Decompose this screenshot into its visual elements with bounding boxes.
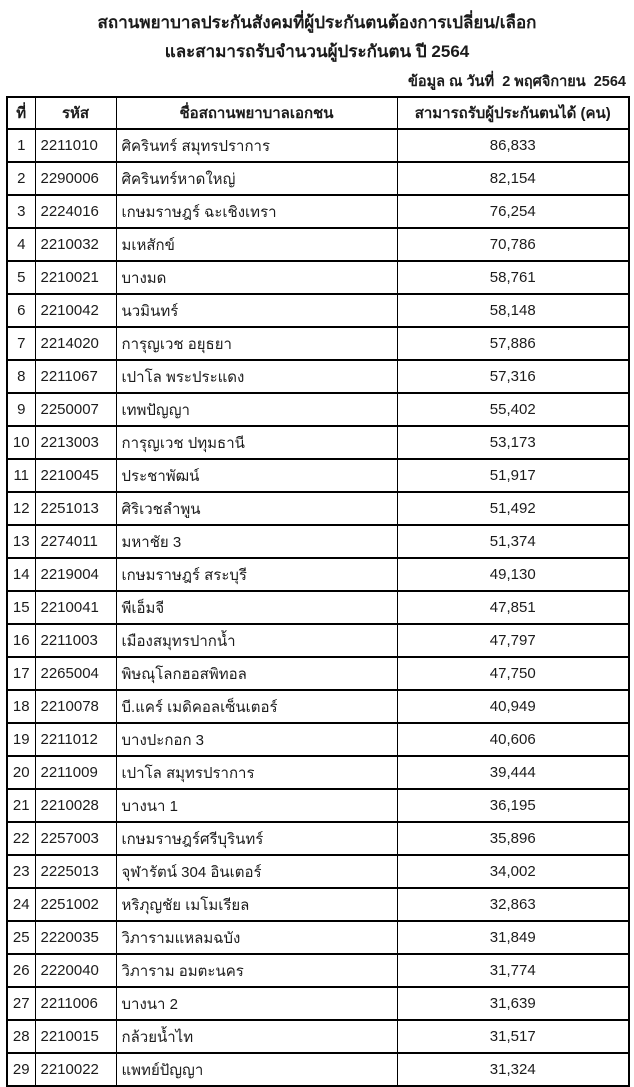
data-as-of-date: ข้อมูล ณ วันที่ 2 พฤศจิกายน 2564 (407, 74, 626, 90)
row-hospital-code: 2225013 (35, 855, 116, 888)
table-row (7, 228, 629, 261)
table-row (7, 855, 629, 888)
table-row (7, 294, 629, 327)
row-capacity: 57,316 (397, 360, 629, 393)
table-header-row (7, 97, 629, 129)
row-number: 22 (7, 822, 35, 855)
row-number: 1 (7, 129, 35, 162)
col-header-code: รหัส (35, 97, 116, 129)
row-hospital-name: บางนา 2 (116, 987, 397, 1020)
row-capacity: 36,195 (397, 789, 629, 822)
row-hospital-code: 2220040 (35, 954, 116, 987)
row-number: 9 (7, 393, 35, 426)
row-capacity: 47,797 (397, 624, 629, 657)
row-capacity: 53,173 (397, 426, 629, 459)
row-hospital-code: 2210032 (35, 228, 116, 261)
row-number: 12 (7, 492, 35, 525)
row-hospital-name: ศิครินทร์ สมุทรปราการ (116, 129, 397, 162)
row-hospital-name: ศิครินทร์หาดใหญ่ (116, 162, 397, 195)
row-hospital-name: บี.แคร์ เมดิคอลเซ็นเตอร์ (116, 690, 397, 723)
row-capacity: 57,886 (397, 327, 629, 360)
row-hospital-name: เกษมราษฎร์ สระบุรี (116, 558, 397, 591)
row-hospital-code: 2210041 (35, 591, 116, 624)
row-hospital-code: 2251013 (35, 492, 116, 525)
page-title-line1: สถานพยาบาลประกันสังคมที่ผู้ประกันตนต้องการเปลี่ยน/เลือก (97, 13, 537, 32)
row-hospital-code: 2210045 (35, 459, 116, 492)
row-number: 17 (7, 657, 35, 690)
table-row (7, 624, 629, 657)
row-hospital-name: เกษมราษฎร์ศรีบุรินทร์ (116, 822, 397, 855)
row-hospital-code: 2210028 (35, 789, 116, 822)
row-number: 14 (7, 558, 35, 591)
row-number: 20 (7, 756, 35, 789)
row-hospital-name: บางมด (116, 261, 397, 294)
col-header-capacity: สามารถรับผู้ประกันตนได้ (คน) (397, 97, 629, 129)
table-row (7, 822, 629, 855)
row-capacity: 86,833 (397, 129, 629, 162)
table-row (7, 360, 629, 393)
row-capacity: 40,949 (397, 690, 629, 723)
table-row (7, 162, 629, 195)
row-hospital-name: วิภาราม อมตะนคร (116, 954, 397, 987)
row-capacity: 51,374 (397, 525, 629, 558)
row-hospital-code: 2210042 (35, 294, 116, 327)
row-capacity: 35,896 (397, 822, 629, 855)
row-hospital-code: 2211006 (35, 987, 116, 1020)
row-number: 21 (7, 789, 35, 822)
row-capacity: 51,492 (397, 492, 629, 525)
table-row (7, 525, 629, 558)
row-hospital-code: 2211012 (35, 723, 116, 756)
row-hospital-code: 2211009 (35, 756, 116, 789)
table-row (7, 558, 629, 591)
row-hospital-name: เกษมราษฎร์ ฉะเชิงเทรา (116, 195, 397, 228)
table-row (7, 195, 629, 228)
row-hospital-name: วิภารามแหลมฉบัง (116, 921, 397, 954)
row-hospital-code: 2210078 (35, 690, 116, 723)
row-number: 5 (7, 261, 35, 294)
row-hospital-name: เปาโล พระประแดง (116, 360, 397, 393)
row-number: 27 (7, 987, 35, 1020)
row-number: 23 (7, 855, 35, 888)
row-capacity: 40,606 (397, 723, 629, 756)
col-header-no: ที่ (7, 97, 35, 129)
table-row (7, 954, 629, 987)
row-hospital-name: แพทย์ปัญญา (116, 1053, 397, 1086)
row-hospital-name: พีเอ็มจี (116, 591, 397, 624)
row-number: 13 (7, 525, 35, 558)
row-capacity: 47,750 (397, 657, 629, 690)
row-number: 15 (7, 591, 35, 624)
row-hospital-code: 2250007 (35, 393, 116, 426)
row-hospital-name: ศิริเวชลำพูน (116, 492, 397, 525)
table-row (7, 129, 629, 162)
table-row (7, 393, 629, 426)
row-capacity: 58,761 (397, 261, 629, 294)
row-hospital-code: 2219004 (35, 558, 116, 591)
row-hospital-code: 2251002 (35, 888, 116, 921)
row-capacity: 31,639 (397, 987, 629, 1020)
page-title-line2: และสามารถรับจำนวนผู้ประกันตน ปี 2564 (164, 42, 470, 61)
row-capacity: 58,148 (397, 294, 629, 327)
row-number: 16 (7, 624, 35, 657)
table-row (7, 723, 629, 756)
table-row (7, 888, 629, 921)
row-hospital-code: 2210022 (35, 1053, 116, 1086)
row-number: 24 (7, 888, 35, 921)
row-hospital-code: 2265004 (35, 657, 116, 690)
table-row (7, 261, 629, 294)
table-row (7, 789, 629, 822)
row-number: 29 (7, 1053, 35, 1086)
row-capacity: 55,402 (397, 393, 629, 426)
table-row (7, 1020, 629, 1053)
row-hospital-name: มหาชัย 3 (116, 525, 397, 558)
row-number: 26 (7, 954, 35, 987)
row-hospital-code: 2257003 (35, 822, 116, 855)
row-number: 11 (7, 459, 35, 492)
col-header-name: ชื่อสถานพยาบาลเอกชน (116, 97, 397, 129)
row-hospital-name: มเหสักข์ (116, 228, 397, 261)
row-number: 8 (7, 360, 35, 393)
row-hospital-code: 2210021 (35, 261, 116, 294)
row-capacity: 47,851 (397, 591, 629, 624)
row-capacity: 34,002 (397, 855, 629, 888)
table-row (7, 1053, 629, 1086)
row-number: 28 (7, 1020, 35, 1053)
row-number: 18 (7, 690, 35, 723)
row-hospital-name: การุญเวช ปทุมธานี (116, 426, 397, 459)
table-row (7, 426, 629, 459)
table-row (7, 987, 629, 1020)
row-capacity: 76,254 (397, 195, 629, 228)
row-capacity: 82,154 (397, 162, 629, 195)
table-row (7, 492, 629, 525)
table-row (7, 756, 629, 789)
row-hospital-name: เมืองสมุทรปากน้ำ (116, 624, 397, 657)
row-number: 3 (7, 195, 35, 228)
row-hospital-name: เทพปัญญา (116, 393, 397, 426)
table-row (7, 591, 629, 624)
row-capacity: 39,444 (397, 756, 629, 789)
table-row (7, 921, 629, 954)
row-hospital-name: หริภุญชัย เมโมเรียล (116, 888, 397, 921)
row-number: 7 (7, 327, 35, 360)
row-hospital-code: 2210015 (35, 1020, 116, 1053)
row-hospital-name: บางนา 1 (116, 789, 397, 822)
row-hospital-code: 2211067 (35, 360, 116, 393)
row-hospital-name: เปาโล สมุทรปราการ (116, 756, 397, 789)
table-row (7, 657, 629, 690)
row-hospital-name: นวมินทร์ (116, 294, 397, 327)
row-hospital-name: พิษณุโลกฮอสพิทอล (116, 657, 397, 690)
row-capacity: 31,324 (397, 1053, 629, 1086)
row-hospital-code: 2214020 (35, 327, 116, 360)
table-body (7, 129, 629, 1086)
table-row (7, 690, 629, 723)
row-hospital-name: บางปะกอก 3 (116, 723, 397, 756)
row-capacity: 70,786 (397, 228, 629, 261)
table-row (7, 459, 629, 492)
row-hospital-code: 2274011 (35, 525, 116, 558)
row-hospital-name: จุฬารัตน์ 304 อินเตอร์ (116, 855, 397, 888)
row-number: 10 (7, 426, 35, 459)
row-capacity: 31,774 (397, 954, 629, 987)
row-hospital-code: 2211003 (35, 624, 116, 657)
row-hospital-name: ประชาพัฒน์ (116, 459, 397, 492)
row-number: 25 (7, 921, 35, 954)
row-number: 4 (7, 228, 35, 261)
row-capacity: 49,130 (397, 558, 629, 591)
row-capacity: 31,849 (397, 921, 629, 954)
row-hospital-code: 2224016 (35, 195, 116, 228)
row-number: 2 (7, 162, 35, 195)
row-hospital-name: การุญเวช อยุธยา (116, 327, 397, 360)
row-hospital-code: 2290006 (35, 162, 116, 195)
row-hospital-code: 2213003 (35, 426, 116, 459)
row-capacity: 51,917 (397, 459, 629, 492)
row-capacity: 32,863 (397, 888, 629, 921)
row-hospital-code: 2211010 (35, 129, 116, 162)
table-row (7, 327, 629, 360)
row-hospital-name: กล้วยน้ำไท (116, 1020, 397, 1053)
row-hospital-code: 2220035 (35, 921, 116, 954)
row-number: 19 (7, 723, 35, 756)
hospital-table (6, 96, 630, 1087)
row-number: 6 (7, 294, 35, 327)
row-capacity: 31,517 (397, 1020, 629, 1053)
